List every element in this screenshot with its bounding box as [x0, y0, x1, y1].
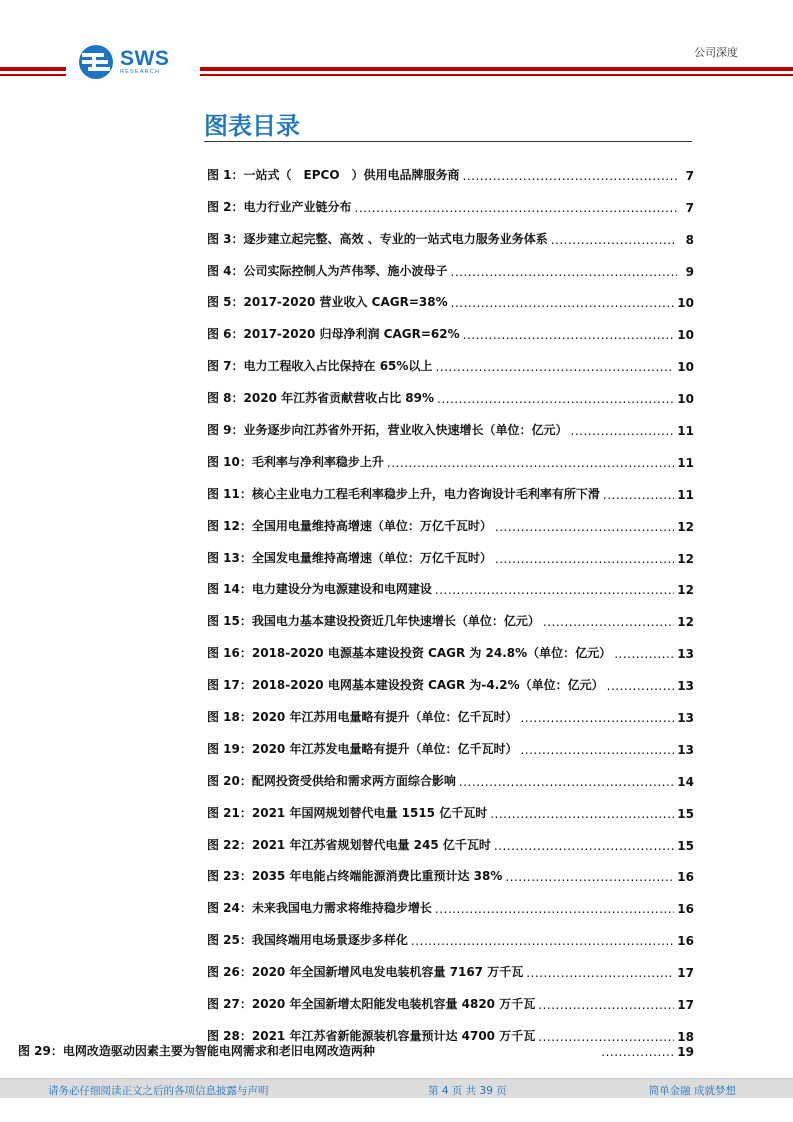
toc-entry-page: 19 [677, 1045, 694, 1059]
toc-entry-4[interactable] [207, 247, 694, 279]
toc-entry-page: 13 [677, 742, 694, 757]
header-rule-left [0, 67, 66, 71]
toc-entry-page: 17 [677, 966, 694, 981]
toc-entry-19[interactable] [207, 725, 694, 757]
toc-entry-25[interactable] [207, 916, 694, 948]
toc-entry-page: 12 [677, 551, 694, 566]
toc-entry-1[interactable] [207, 151, 694, 183]
toc-entry-page: 12 [677, 519, 694, 534]
toc-entry-page: 10 [677, 328, 694, 343]
toc-entry-label: 图 28：2021 年江苏省新能源装机容量预计达 4700 万千瓦 [207, 1028, 536, 1043]
toc-entry-page: 15 [677, 838, 694, 853]
toc-entry-6[interactable] [207, 310, 694, 342]
toc-entry-26[interactable] [207, 948, 694, 980]
toc-entry-label: 图 3：逐步建立起完整、高效 、专业的一站式电力服务业务体系 [207, 231, 548, 246]
toc-leader-dots [538, 998, 674, 1012]
toc-leader-dots [411, 934, 674, 948]
toc-entry-page: 18 [677, 1029, 694, 1044]
toc-entry-15[interactable] [207, 597, 694, 629]
toc-leader-dots [451, 296, 675, 310]
footer-slogan: 简单金融 成就梦想 [648, 1085, 736, 1097]
toc-leader-dots [520, 711, 674, 725]
toc-leader-dots [463, 169, 677, 183]
toc-entry-11[interactable] [207, 470, 694, 502]
toc-entry-label: 图 2：电力行业产业链分布 [207, 199, 352, 214]
toc-entry-label: 图 4：公司实际控制人为芦伟琴、施小波母子 [207, 263, 448, 278]
toc-entry-page: 17 [677, 998, 694, 1013]
toc-entry-page: 13 [677, 647, 694, 662]
header-rule-right-thin [200, 74, 793, 76]
toc-leader-dots [494, 839, 674, 853]
toc-entry-page: 10 [677, 392, 694, 407]
toc-leader-dots [490, 807, 674, 821]
toc-entry-label: 图 9：业务逐步向江苏省外开拓，营业收入快速增长（单位：亿元） [207, 423, 568, 438]
toc-entry-7[interactable] [207, 342, 694, 374]
toc-entry-page: 10 [677, 296, 694, 311]
toc-entry-24[interactable] [207, 884, 694, 916]
toc-entry-page: 9 [685, 264, 694, 279]
toc-entry-page: 7 [685, 168, 694, 183]
logo-name: SWS [120, 47, 170, 71]
toc-entry-page: 10 [677, 360, 694, 375]
toc-entry-label: 图 5：2017-2020 营业收入 CAGR=38% [207, 295, 448, 310]
footer-disclaimer: 请务必仔细阅读正文之后的各项信息披露与声明 [48, 1085, 269, 1097]
toc-leader-dots [601, 1045, 673, 1059]
toc-entry-label: 图 15：我国电力基本建设投资近几年快速增长（单位：亿元） [207, 614, 540, 629]
toc-leader-dots [435, 583, 674, 597]
toc-entry-label: 图 17：2018-2020 电网基本建设投资 CAGR 为-4.2%（单位：亿元） [207, 678, 604, 693]
toc-entry-22[interactable] [207, 821, 694, 853]
toc-entry-label: 图 26：2020 年全国新增风电发电装机容量 7167 万千瓦 [207, 965, 524, 980]
toc-entry-page: 8 [685, 232, 694, 247]
toc-entry-page: 15 [677, 806, 694, 821]
toc-entry-page: 7 [685, 200, 694, 215]
toc-entry-14[interactable] [207, 566, 694, 598]
toc-leader-dots [571, 424, 675, 438]
toc-leader-dots [543, 615, 674, 629]
toc-entry-9[interactable] [207, 406, 694, 438]
toc-entry-16[interactable] [207, 629, 694, 661]
toc-entry-page: 11 [677, 455, 694, 470]
toc-entry-label: 图 10：毛利率与净利率稳步上升 [207, 454, 384, 469]
footer-page-info: 第 4 页 共 39 页 [428, 1085, 507, 1097]
toc-entry-label: 图 14：电力建设分为电源建设和电网建设 [207, 582, 432, 597]
toc-leader-dots [463, 328, 675, 342]
toc-entry-label: 图 23：2035 年电能占终端能源消费比重预计达 38% [207, 869, 503, 884]
toc-entry-5[interactable] [207, 279, 694, 311]
toc-leader-dots [495, 552, 674, 566]
toc-entry-17[interactable] [207, 661, 694, 693]
toc-entry-label: 图 11：核心主业电力工程毛利率稳步上升，电力咨询设计毛利率有所下滑 [207, 486, 600, 501]
toc-entry-page: 14 [677, 774, 694, 789]
toc-leader-dots [526, 966, 674, 980]
report-type-label: 公司深度 [694, 46, 738, 59]
toc-leader-dots [614, 647, 674, 661]
toc-entry-label: 图 16：2018-2020 电源基本建设投资 CAGR 为 24.8%（单位：亿元） [207, 646, 612, 661]
toc-entry-8[interactable] [207, 374, 694, 406]
toc-entry-12[interactable] [207, 502, 694, 534]
toc-entry-18[interactable] [207, 693, 694, 725]
toc-entry-label: 图 7：电力工程收入占比保持在 65%以上 [207, 359, 433, 374]
toc-entry-page: 16 [677, 902, 694, 917]
toc-entry-label: 图 19：2020 年江苏发电量略有提升（单位：亿千瓦时） [207, 741, 518, 756]
toc-entry-page: 13 [677, 679, 694, 694]
toc-entry-page: 11 [677, 424, 694, 439]
toc-entry-label: 图 12：全国用电量维持高增速（单位：万亿千瓦时） [207, 518, 492, 533]
page-footer [0, 1078, 793, 1098]
toc-leader-dots [603, 488, 674, 502]
toc-entry-page: 12 [677, 615, 694, 630]
header-rule-left-thin [0, 74, 66, 76]
toc-leader-dots [459, 775, 674, 789]
toc-leader-dots [505, 870, 674, 884]
toc-entry-label: 图 13：全国发电量维持高增速（单位：万亿千瓦时） [207, 550, 492, 565]
toc-leader-dots [495, 520, 674, 534]
toc-entry-3[interactable] [207, 215, 694, 247]
toc-entry-label: 图 21：2021 年国网规划替代电量 1515 亿千瓦时 [207, 805, 488, 820]
page-header [0, 0, 793, 95]
sws-logo-icon [78, 44, 114, 80]
toc-leader-dots [437, 392, 674, 406]
toc-entry-label: 图 25：我国终端用电场景逐步多样化 [207, 933, 408, 948]
toc-leader-dots [607, 679, 675, 693]
toc-entry-label: 图 8：2020 年江苏省贡献营收占比 89% [207, 391, 435, 406]
toc-entry-label: 图 27：2020 年全国新增太阳能发电装机容量 4820 万千瓦 [207, 997, 536, 1012]
toc-title-divider [204, 141, 692, 142]
toc-leader-dots [435, 902, 674, 916]
toc-entry-label: 图 22：2021 年江苏省规划替代电量 245 亿千瓦时 [207, 837, 491, 852]
toc-leader-dots [435, 360, 674, 374]
toc-list [207, 151, 694, 1044]
toc-entry-page: 16 [677, 934, 694, 949]
toc-entry-page: 13 [677, 711, 694, 726]
toc-entry-13[interactable] [207, 534, 694, 566]
toc-entry-20[interactable] [207, 757, 694, 789]
toc-entry-28[interactable] [207, 1012, 694, 1044]
toc-entry-27[interactable] [207, 980, 694, 1012]
toc-leader-dots [387, 456, 674, 470]
logo-subtitle: RESEARCH [120, 69, 161, 76]
toc-entry-page: 12 [677, 583, 694, 598]
toc-leader-dots [520, 743, 674, 757]
toc-entry-label: 图 6：2017-2020 归母净利润 CAGR=62% [207, 327, 460, 342]
toc-entry-23[interactable] [207, 853, 694, 885]
sws-logo [78, 44, 169, 80]
toc-entry-2[interactable] [207, 183, 694, 215]
header-rule-right [200, 67, 793, 71]
toc-leader-dots [551, 233, 677, 247]
toc-entry-label: 图 1：一站式（ EPCO ）供用电品牌服务商 [207, 167, 460, 182]
toc-entry-page: 11 [677, 487, 694, 502]
toc-leader-dots [451, 265, 677, 279]
toc-entry-label: 图 20：配网投资受供给和需求两方面综合影响 [207, 773, 456, 788]
toc-title: 图表目录 [204, 112, 300, 140]
toc-entry-label: 图 18：2020 年江苏用电量略有提升（单位：亿千瓦时） [207, 710, 518, 725]
toc-entry-21[interactable] [207, 789, 694, 821]
toc-entry-label: 图 24：未来我国电力需求将维持稳步增长 [207, 901, 432, 916]
toc-entry-29[interactable] [18, 1042, 694, 1059]
toc-entry-page: 16 [677, 870, 694, 885]
toc-entry-label: 图 29：电网改造驱动因素主要为智能电网需求和老旧电网改造两种 [18, 1044, 375, 1058]
toc-leader-dots [355, 201, 677, 215]
toc-entry-10[interactable] [207, 438, 694, 470]
